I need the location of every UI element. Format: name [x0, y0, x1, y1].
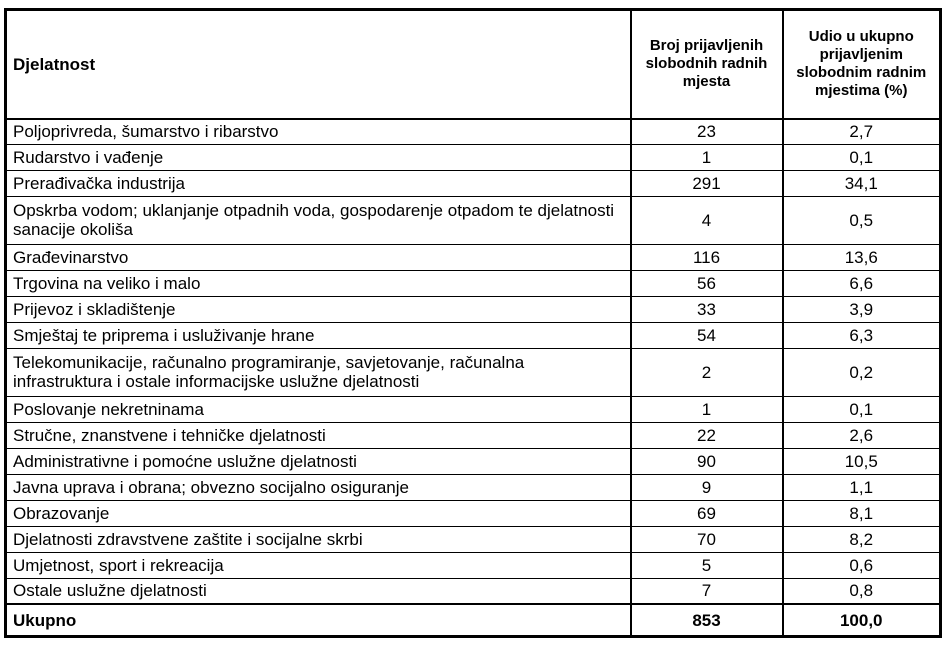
row-count: 9: [631, 474, 783, 500]
row-count: 33: [631, 296, 783, 322]
row-activity: Prijevoz i skladištenje: [7, 296, 631, 322]
row-activity: Djelatnosti zdravstvene zaštite i socijalne skrbi: [7, 526, 631, 552]
row-share: 0,5: [783, 197, 940, 245]
table-row: [7, 500, 940, 526]
table-row: [7, 119, 940, 145]
row-share: 0,1: [783, 396, 940, 422]
row-count: 2: [631, 348, 783, 396]
row-share: 34,1: [783, 171, 940, 197]
row-activity: Prerađivačka industrija: [7, 171, 631, 197]
table-row: [7, 171, 940, 197]
row-share: 0,6: [783, 552, 940, 578]
row-count: 70: [631, 526, 783, 552]
row-share: 0,1: [783, 145, 940, 171]
total-row: [7, 604, 940, 635]
table-row: [7, 244, 940, 270]
row-share: 13,6: [783, 244, 940, 270]
table-row: [7, 270, 940, 296]
row-activity: Umjetnost, sport i rekreacija: [7, 552, 631, 578]
row-share: 6,6: [783, 270, 940, 296]
table-header-row: [7, 11, 940, 119]
table-row: [7, 448, 940, 474]
row-count: 1: [631, 396, 783, 422]
row-count: 90: [631, 448, 783, 474]
row-activity: Administrativne i pomoćne uslužne djelatnosti: [7, 448, 631, 474]
row-share: 2,7: [783, 119, 940, 145]
table-row: [7, 296, 940, 322]
table-row: [7, 578, 940, 604]
total-label: Ukupno: [7, 604, 631, 635]
header-activity: Djelatnost: [7, 11, 631, 119]
row-share: 0,8: [783, 578, 940, 604]
row-count: 23: [631, 119, 783, 145]
row-activity: Smještaj te priprema i usluživanje hrane: [7, 322, 631, 348]
table-row: [7, 348, 940, 396]
table-row: [7, 145, 940, 171]
row-count: 4: [631, 197, 783, 245]
row-count: 291: [631, 171, 783, 197]
table-row: [7, 422, 940, 448]
table-row: [7, 396, 940, 422]
row-share: 6,3: [783, 322, 940, 348]
row-count: 56: [631, 270, 783, 296]
row-share: 2,6: [783, 422, 940, 448]
table-row: [7, 197, 940, 245]
row-activity: Ostale uslužne djelatnosti: [7, 578, 631, 604]
row-count: 22: [631, 422, 783, 448]
row-count: 1: [631, 145, 783, 171]
table-row: [7, 322, 940, 348]
table-row: [7, 474, 940, 500]
row-count: 69: [631, 500, 783, 526]
row-activity: Poljoprivreda, šumarstvo i ribarstvo: [7, 119, 631, 145]
row-activity: Građevinarstvo: [7, 244, 631, 270]
row-share: 1,1: [783, 474, 940, 500]
header-vacancy-count: Broj prijavljenih slobodnih radnih mjesta: [631, 11, 783, 119]
row-count: 7: [631, 578, 783, 604]
row-activity: Trgovina na veliko i malo: [7, 270, 631, 296]
header-vacancy-share: Udio u ukupno prijavljenim slobodnim radnim mjestima (%): [783, 11, 940, 119]
table-row: [7, 526, 940, 552]
row-share: 3,9: [783, 296, 940, 322]
row-activity: Rudarstvo i vađenje: [7, 145, 631, 171]
row-count: 116: [631, 244, 783, 270]
row-share: 0,2: [783, 348, 940, 396]
table-row: [7, 552, 940, 578]
row-count: 5: [631, 552, 783, 578]
row-activity: Stručne, znanstvene i tehničke djelatnosti: [7, 422, 631, 448]
row-count: 54: [631, 322, 783, 348]
row-activity: Opskrba vodom; uklanjanje otpadnih voda, gospodarenje otpadom te djelatnosti sanacije okoliša: [7, 197, 631, 245]
row-activity: Javna uprava i obrana; obvezno socijalno osiguranje: [7, 474, 631, 500]
total-count: 853: [631, 604, 783, 635]
row-activity: Poslovanje nekretninama: [7, 396, 631, 422]
row-share: 8,2: [783, 526, 940, 552]
row-activity: Obrazovanje: [7, 500, 631, 526]
row-activity: Telekomunikacije, računalno programiranje, savjetovanje, računalna infrastruktura i ostale informacijske uslužne djelatnosti: [7, 348, 631, 396]
row-share: 10,5: [783, 448, 940, 474]
vacancies-table-container: [4, 8, 942, 638]
vacancies-by-activity-table: [6, 10, 940, 636]
row-share: 8,1: [783, 500, 940, 526]
total-share: 100,0: [783, 604, 940, 635]
